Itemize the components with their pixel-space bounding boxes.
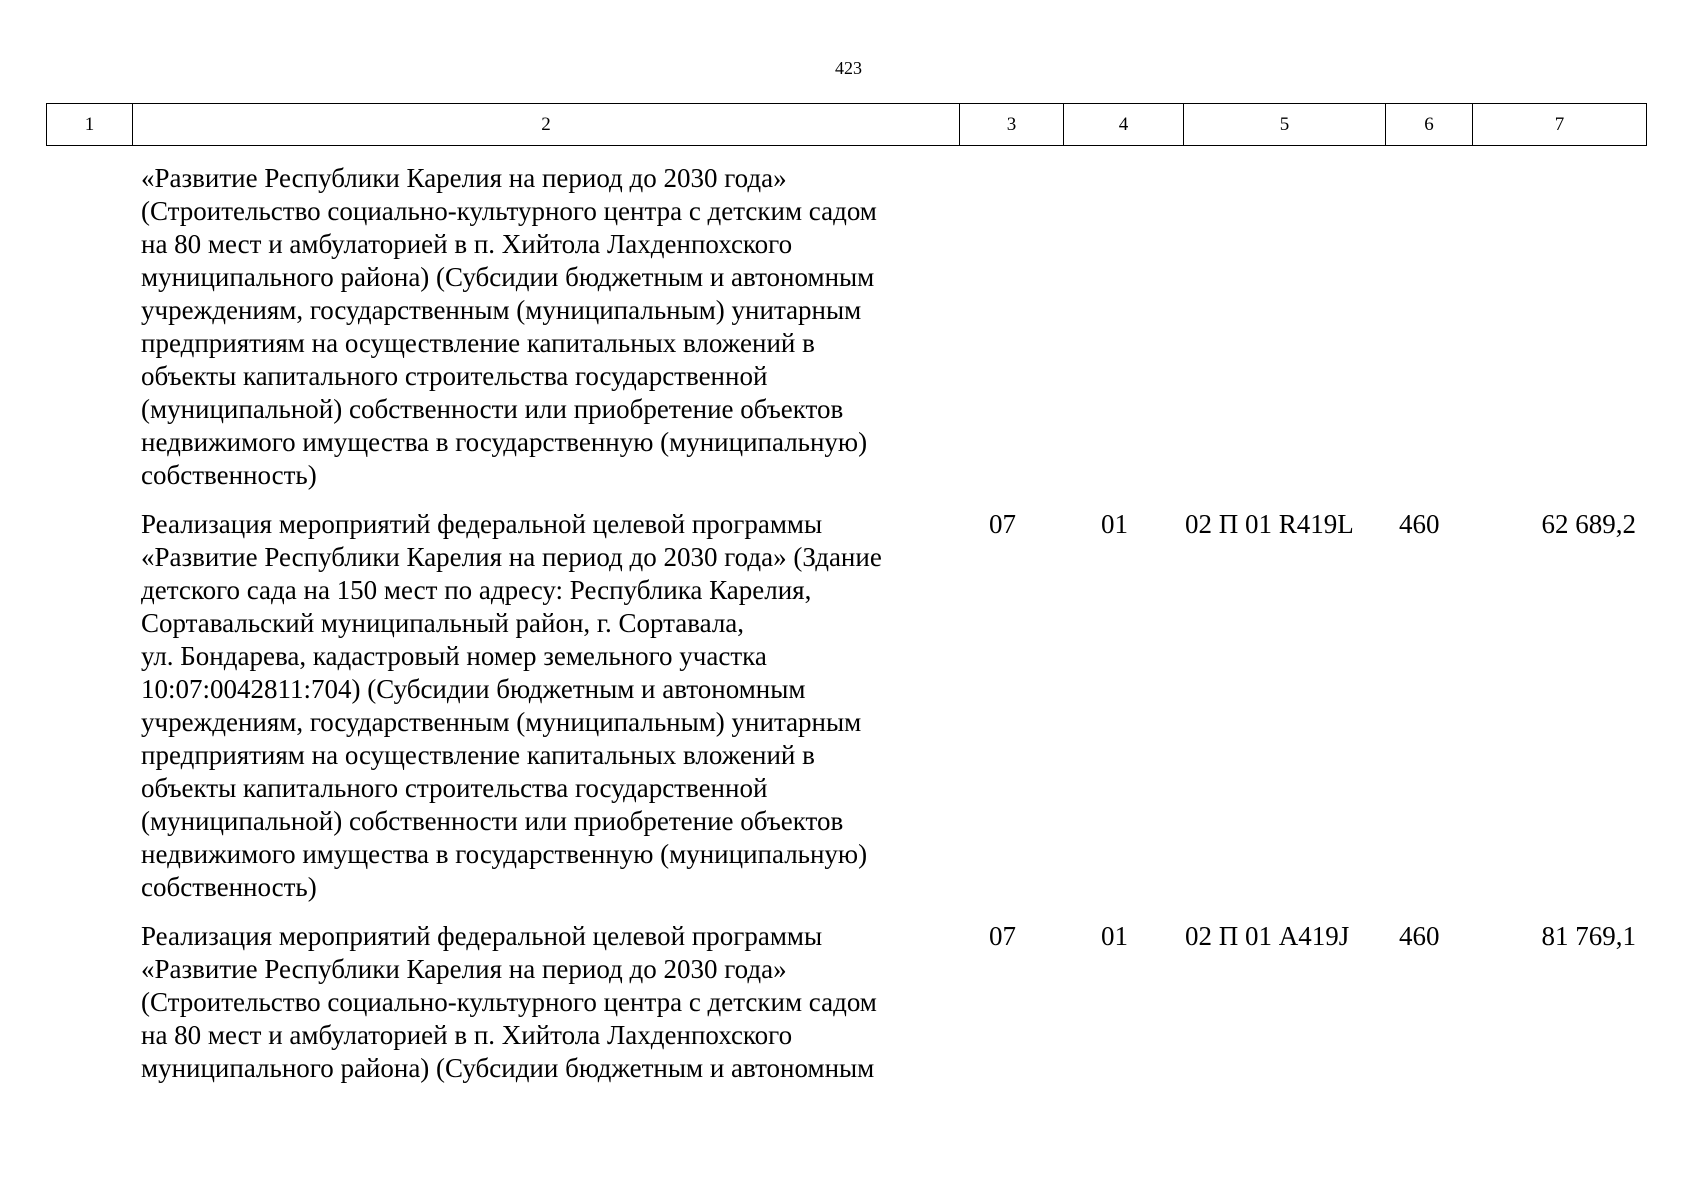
- row-description: «Развитие Республики Карелия на период до 2030 года» (Строительство социально-культурного центра с детским садом на 80 мест и амбулаторией в п. Хийтола Лахденпохского муниципального района) (Субсидии бюджетным и автономным учреждениям, государственным (муниципальным) унитарным предприятиям на осуществление капитальных вложений в объекты капитального строительства государственной (муниципальной) собственности или приобретение объектов недвижимого имущества в государственную (муниципальную) собственность): [141, 163, 877, 490]
- row-description: Реализация мероприятий федеральной целевой программы «Развитие Республики Карелия на период до 2030 года» (Строительство социально-культурного центра с детским садом на 80 мест и амбулаторией в п. Хийтола Лахденпохского муниципального района) (Субсидии бюджетным и автономным: [141, 921, 877, 1083]
- page-number: 423: [835, 58, 862, 78]
- column-header-5: 5: [1184, 104, 1386, 146]
- column-header-2: 2: [133, 104, 960, 146]
- amount: 81 769,1: [1541, 921, 1636, 951]
- table-row: [0, 162, 1697, 492]
- target-article-code: 02 П 01 A419J: [1185, 921, 1350, 951]
- column-header-table: [46, 103, 1647, 146]
- table-body: [0, 162, 1697, 1101]
- target-article-code: 02 П 01 R419L: [1185, 509, 1354, 539]
- column-header-row: [47, 104, 1647, 146]
- column-header-4: 4: [1064, 104, 1184, 146]
- expense-type-code: 460: [1399, 921, 1440, 951]
- table-row: [0, 920, 1697, 1085]
- subsection-code: 01: [1101, 509, 1128, 539]
- expense-type-code: 460: [1399, 509, 1440, 539]
- section-code: 07: [989, 509, 1016, 539]
- column-header-7: 7: [1473, 104, 1647, 146]
- amount: 62 689,2: [1541, 509, 1636, 539]
- subsection-code: 01: [1101, 921, 1128, 951]
- section-code: 07: [989, 921, 1016, 951]
- column-header-3: 3: [960, 104, 1064, 146]
- column-header-1: 1: [47, 104, 133, 146]
- column-header-6: 6: [1386, 104, 1473, 146]
- table-row: [0, 508, 1697, 904]
- row-description: Реализация мероприятий федеральной целевой программы «Развитие Республики Карелия на период до 2030 года» (Здание детского сада на 150 мест по адресу: Республика Карелия, Сортавальский муниципальный район, г. Сортавала, ул. Бондарева, кадастровый номер земельного участка 10:07:0042811:704) (Субсидии бюджетным и автономным учреждениям, государственным (муниципальным) унитарным предприятиям на осуществление капитальных вложений в объекты капитального строительства государственной (муниципальной) собственности или приобретение объектов недвижимого имущества в государственную (муниципальную) собственность): [141, 509, 882, 902]
